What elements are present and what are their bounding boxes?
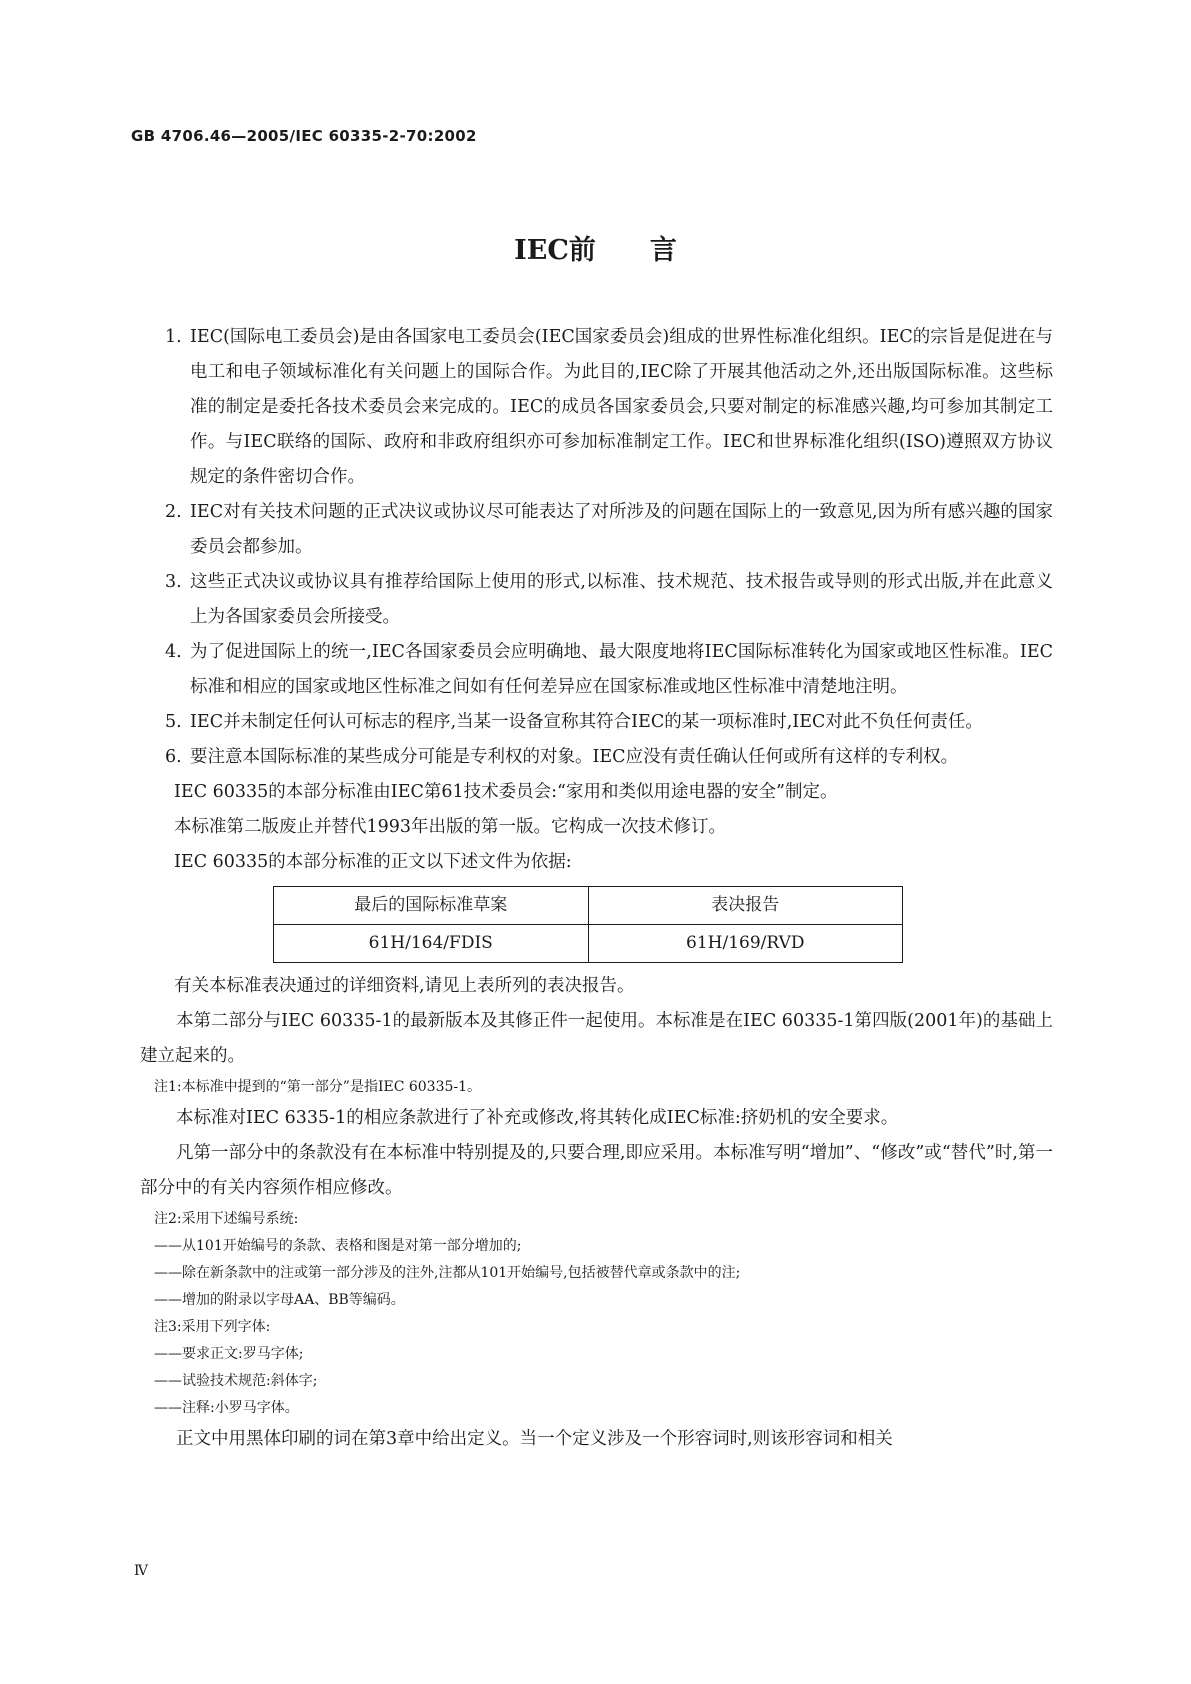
- list-item-text: IEC(国际电工委员会)是由各国家电工委员会(IEC国家委员会)组成的世界性标准化组织。IEC的宗旨是促进在与电工和电子领域标准化有关问题上的国际合作。为此目的,IEC除了开展其他活动之外,还出版国际标准。这些标准的制定是委托各技术委员会来完成的。IEC的成员各国家委员会,只要对制定的标准感兴趣,均可参加其制定工作。与IEC联络的国际、政府和非政府组织亦可参加标准制定工作。IEC和世界标准化组织(ISO)遵照双方协议规定的条件密切合作。: [190, 327, 1053, 487]
- standard-number-header: GB 4706.46—2005/IEC 60335-2-70:2002: [131, 127, 477, 145]
- page-title: IEC前 言: [514, 235, 677, 266]
- note-2-item: ——除在新条款中的注或第一部分涉及的注外,注都从101开始编号,包括被替代章或条款中的注;: [154, 1265, 741, 1281]
- table-cell: 61H/164/FDIS: [274, 925, 589, 963]
- paragraph-documents: IEC 60335的本部分标准的正文以下述文件为依据:: [174, 852, 572, 872]
- voting-table: [273, 886, 903, 963]
- note-3-label: 注3:采用下列字体:: [154, 1319, 271, 1335]
- list-item: 5. IEC并未制定任何认可标志的程序,当某一设备宣称其符合IEC的某一项标准时,IEC对此不负任何责任。: [165, 712, 983, 732]
- table-row: [274, 925, 903, 963]
- list-item-text: IEC并未制定任何认可标志的程序,当某一设备宣称其符合IEC的某一项标准时,IEC对此不负任何责任。: [190, 712, 983, 732]
- list-item-text: 要注意本国际标准的某些成分可能是专利权的对象。IEC应没有责任确认任何或所有这样的专利权。: [190, 747, 959, 767]
- note-2-label: 注2:采用下述编号系统:: [154, 1211, 299, 1227]
- paragraph-applicable: 凡第一部分中的条款没有在本标准中特别提及的,只要合理,即应采用。本标准写明“增加”、“修改”或“替代”时,第一部分中的有关内容须作相应修改。: [140, 1143, 1053, 1198]
- list-item-text: 为了促进国际上的统一,IEC各国家委员会应明确地、最大限度地将IEC国际标准转化为国家或地区性标准。IEC标准和相应的国家或地区性标准之间如有任何差异应在国家标准或地区性标准中清楚地注明。: [190, 642, 1053, 697]
- table-cell: 61H/169/RVD: [588, 925, 903, 963]
- numbered-list: [165, 320, 1053, 775]
- list-item: 4. 为了促进国际上的统一,IEC各国家委员会应明确地、最大限度地将IEC国际标准转化为国家或地区性标准。IEC标准和相应的国家或地区性标准之间如有任何差异应在国家标准或地区性标准中清楚地注明。: [165, 642, 1053, 697]
- list-item: 3. 这些正式决议或协议具有推荐给国际上使用的形式,以标准、技术规范、技术报告或导则的形式出版,并在此意义上为各国家委员会所接受。: [165, 572, 1053, 627]
- page-number: Ⅳ: [134, 1563, 148, 1579]
- paragraph-after-table: 有关本标准表决通过的详细资料,请见上表所列的表决报告。: [174, 976, 635, 996]
- note-1: 注1:本标准中提到的“第一部分”是指IEC 60335-1。: [154, 1079, 482, 1095]
- paragraph-part2: 本第二部分与IEC 60335-1的最新版本及其修正件一起使用。本标准是在IEC 60335-1第四版(2001年)的基础上建立起来的。: [140, 1011, 1053, 1066]
- table-header-cell: 最后的国际标准草案: [274, 887, 589, 925]
- list-item-text: IEC对有关技术问题的正式决议或协议尽可能表达了对所涉及的问题在国际上的一致意见,因为所有感兴趣的国家委员会都参加。: [190, 502, 1053, 557]
- list-item-text: 这些正式决议或协议具有推荐给国际上使用的形式,以标准、技术规范、技术报告或导则的形式出版,并在此意义上为各国家委员会所接受。: [190, 572, 1053, 627]
- list-item: 6. 要注意本国际标准的某些成分可能是专利权的对象。IEC应没有责任确认任何或所有这样的专利权。: [165, 747, 959, 767]
- note-2-item: ——从101开始编号的条款、表格和图是对第一部分增加的;: [154, 1238, 522, 1254]
- foreword-body: [140, 320, 1053, 1457]
- paragraph-committee: IEC 60335的本部分标准由IEC第61技术委员会:“家用和类似用途电器的安全”制定。: [174, 782, 838, 802]
- paragraph-supplement: 本标准对IEC 6335-1的相应条款进行了补充或修改,将其转化成IEC标准:挤奶机的安全要求。: [176, 1108, 899, 1128]
- list-item: 1. IEC(国际电工委员会)是由各国家电工委员会(IEC国家委员会)组成的世界性标准化组织。IEC的宗旨是促进在与电工和电子领域标准化有关问题上的国际合作。为此目的,IEC除了开展其他活动之外,还出版国际标准。这些标准的制定是委托各技术委员会来完成的。IEC的成员各国家委员会,只要对制定的标准感兴趣,均可参加其制定工作。与IEC联络的国际、政府和非政府组织亦可参加标准制定工作。IEC和世界标准化组织(ISO)遵照双方协议规定的条件密切合作。: [165, 327, 1053, 487]
- note-3-item: ——注释:小罗马字体。: [154, 1400, 299, 1416]
- note-2-item: ——增加的附录以字母AA、BB等编码。: [154, 1292, 405, 1308]
- paragraph-definitions: 正文中用黑体印刷的词在第3章中给出定义。当一个定义涉及一个形容词时,则该形容词和相关: [176, 1429, 893, 1449]
- list-item: 2. IEC对有关技术问题的正式决议或协议尽可能表达了对所涉及的问题在国际上的一致意见,因为所有感兴趣的国家委员会都参加。: [165, 502, 1053, 557]
- note-3-item: ——要求正文:罗马字体;: [154, 1346, 304, 1362]
- paragraph-edition: 本标准第二版废止并替代1993年出版的第一版。它构成一次技术修订。: [174, 817, 727, 837]
- note-3-item: ——试验技术规范:斜体字;: [154, 1373, 318, 1389]
- table-header-row: [274, 887, 903, 925]
- table-header-cell: 表决报告: [588, 887, 903, 925]
